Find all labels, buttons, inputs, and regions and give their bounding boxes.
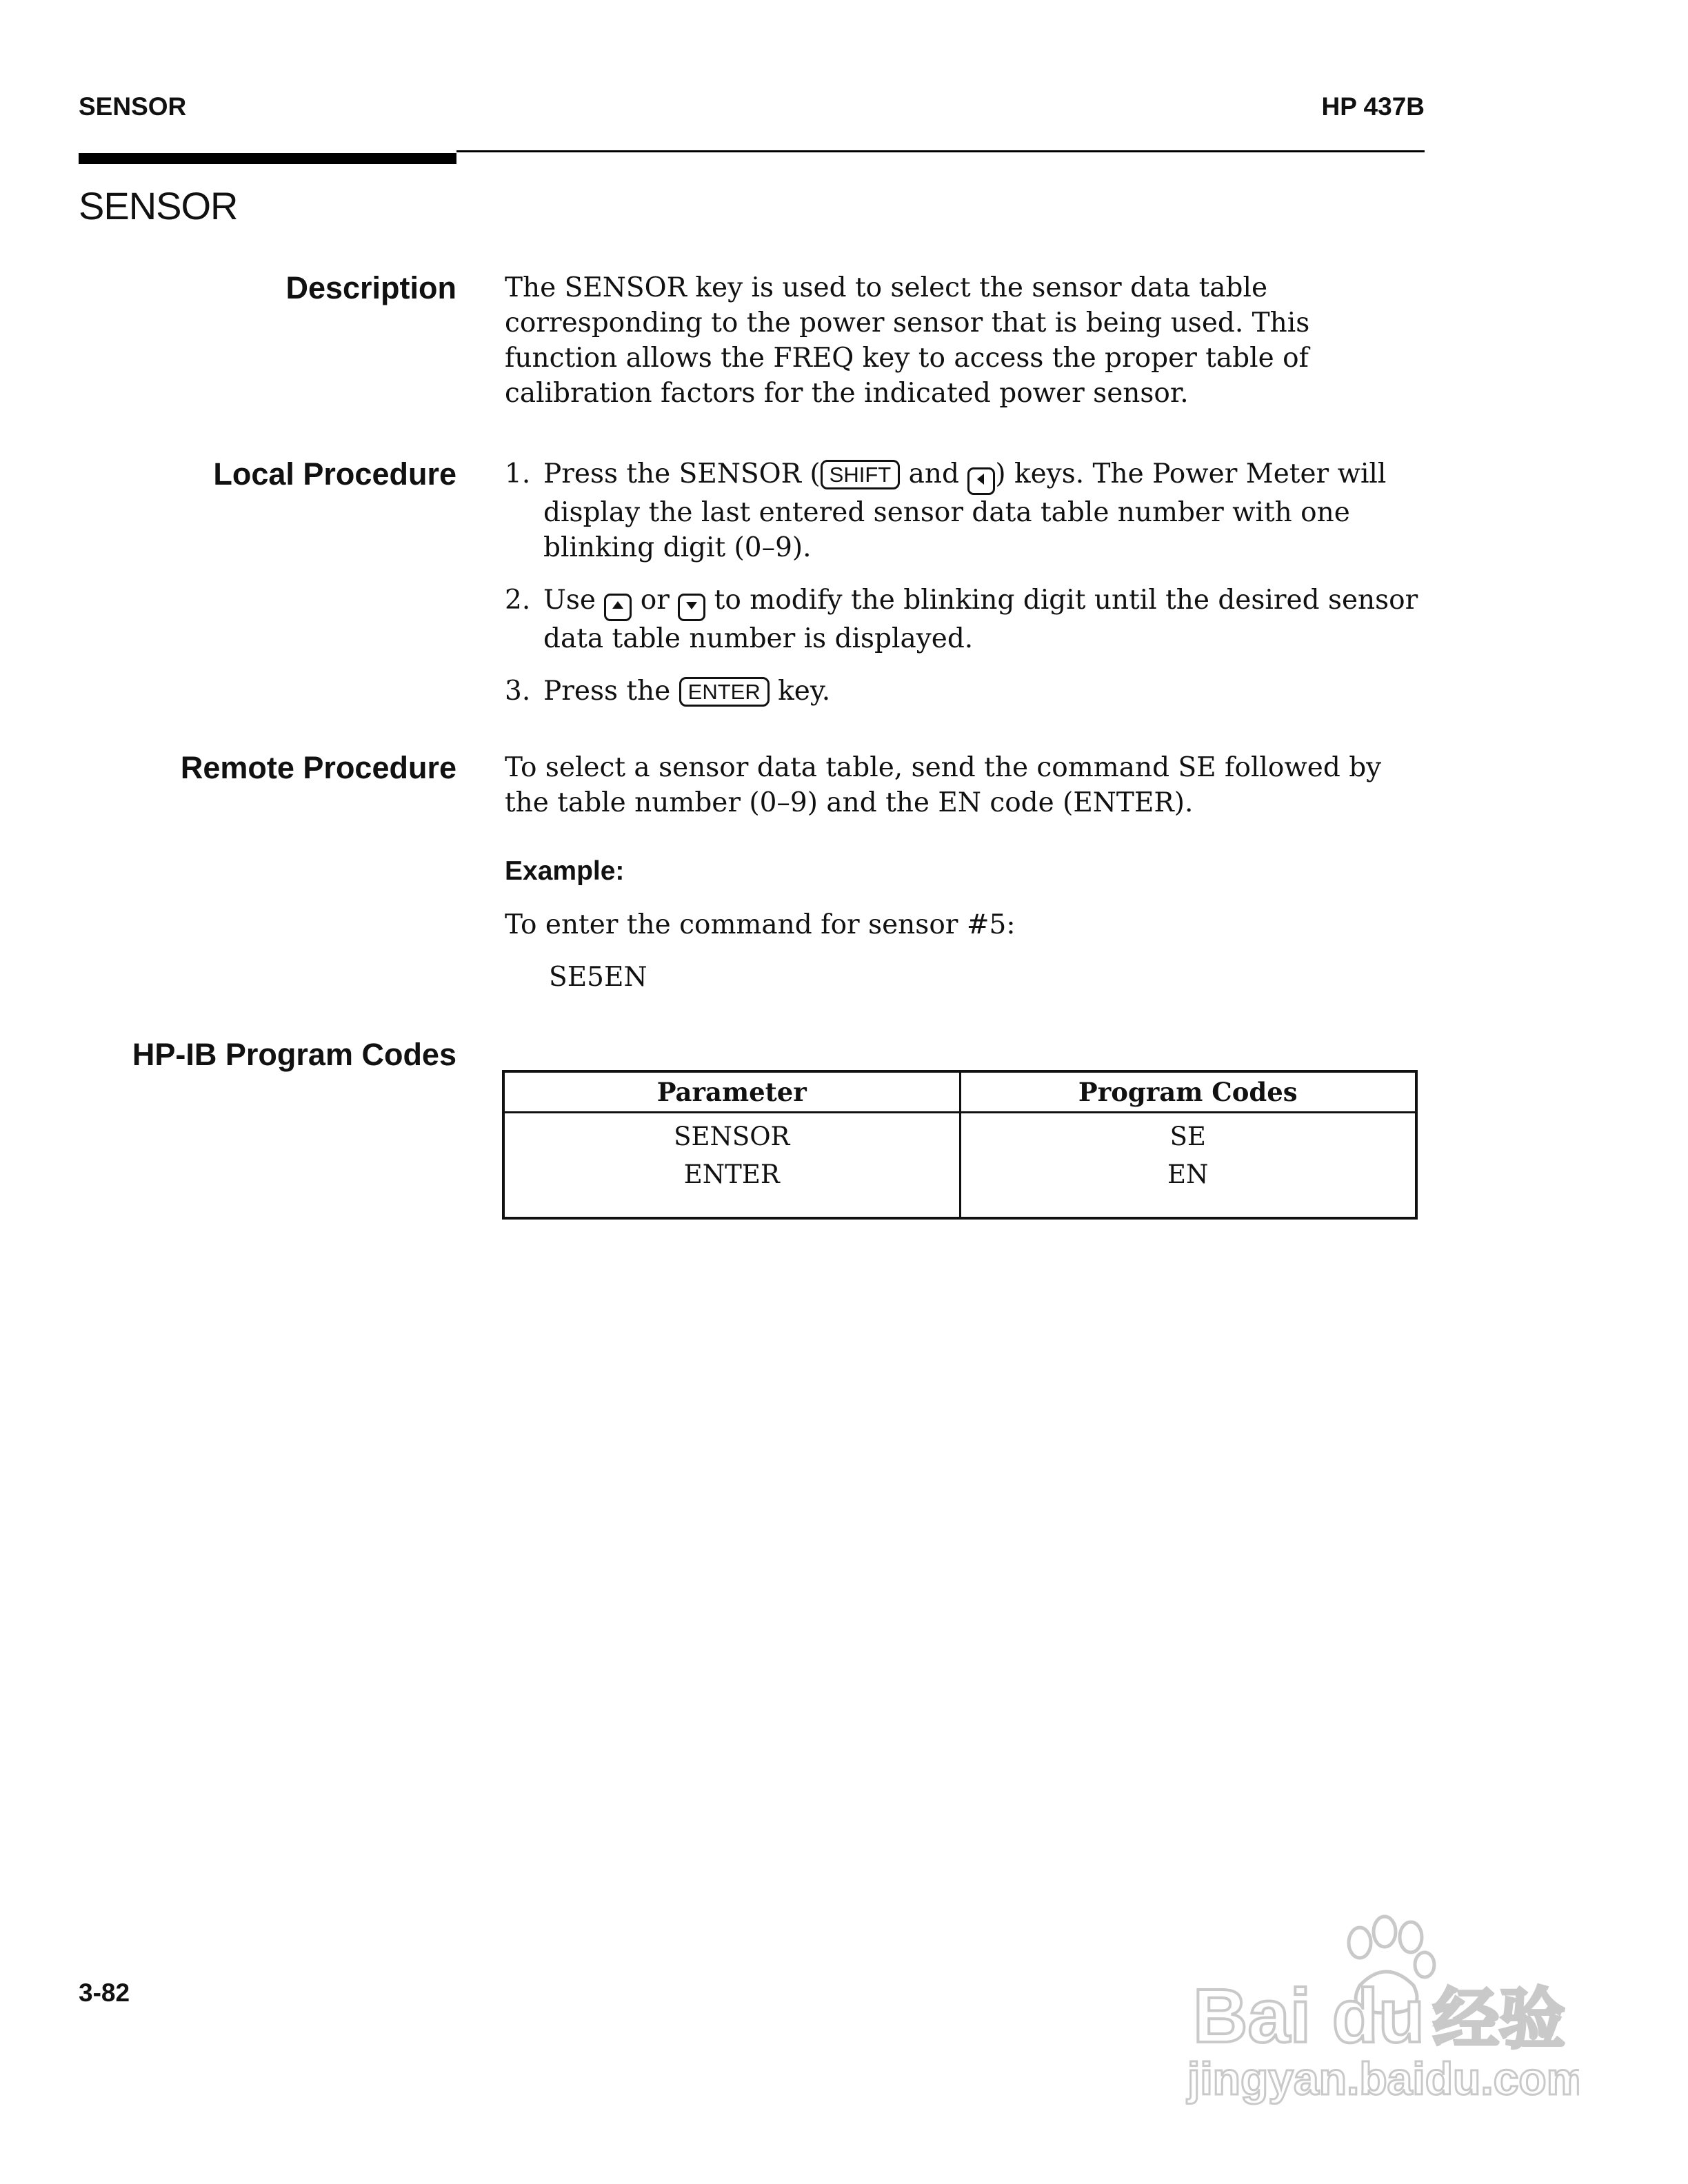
step-1-text-pre: Press the SENSOR ( (543, 458, 821, 489)
watermark-url: jingyan.baidu.com (1187, 2053, 1579, 2104)
step-text (543, 456, 1429, 565)
watermark-brand: Bai du (1193, 1974, 1425, 2059)
local-procedure-heading: Local Procedure (213, 456, 456, 492)
example-code: SE5EN (549, 962, 647, 993)
step-3-text-pre: Press the (543, 676, 679, 707)
column-header-parameter: Parameter (503, 1071, 960, 1113)
down-arrow-key-icon (678, 594, 705, 621)
step-3-text-post: key. (769, 676, 831, 707)
table-header-row (503, 1071, 1416, 1113)
step-text (543, 583, 1429, 656)
shift-key: SHIFT (821, 460, 901, 489)
running-header-right: HP 437B (1321, 92, 1425, 121)
code-value: SE (1169, 1122, 1206, 1151)
description-text (505, 270, 1429, 411)
code-value: EN (1167, 1160, 1209, 1189)
step-2 (505, 583, 1429, 656)
table-row (503, 1113, 1416, 1219)
step-number: 1. (505, 458, 531, 489)
step-1 (505, 456, 1429, 565)
parameter-cell (503, 1113, 960, 1219)
left-arrow-key-icon (967, 467, 995, 495)
description-heading: Description (285, 270, 456, 305)
page-title: SENSOR (79, 184, 238, 228)
step-2-text-post: to modify the blinking digit until the desired sensor data table number is displayed. (543, 585, 1418, 654)
local-procedure-steps (505, 456, 1429, 726)
step-3 (505, 674, 1429, 709)
parameter-value: ENTER (683, 1160, 780, 1189)
header-rule-thin (456, 150, 1425, 152)
remote-procedure-paragraph: To select a sensor data table, send the command SE followed by the table number (0–9) and the EN code (ENTER). (505, 752, 1382, 818)
baidu-jingyan-watermark (1179, 1910, 1579, 2110)
code-cell (960, 1113, 1416, 1219)
parameter-value: SENSOR (674, 1122, 790, 1151)
step-2-text-pre: Use (543, 585, 605, 616)
example-intro: To enter the command for sensor #5: (505, 909, 1016, 940)
column-header-program-codes: Program Codes (960, 1071, 1416, 1113)
step-number: 3. (505, 676, 531, 707)
remote-procedure-heading: Remote Procedure (180, 750, 456, 785)
step-2-text-mid: or (632, 585, 679, 616)
header-rule-thick (79, 153, 456, 164)
step-1-text-mid: and (900, 458, 968, 489)
up-arrow-key-icon (604, 594, 632, 621)
program-codes-table (502, 1070, 1418, 1220)
enter-key: ENTER (679, 677, 770, 707)
watermark-suffix: 经验 (1433, 1981, 1565, 2058)
running-header-left: SENSOR (79, 92, 187, 121)
description-paragraph: The SENSOR key is used to select the sensor data table corresponding to the power sensor that is being used. This function allows the FREQ key to access the proper table of calibration factors for the indicated power sensor. (505, 272, 1310, 409)
program-codes-heading: HP-IB Program Codes (132, 1037, 456, 1072)
step-number: 2. (505, 585, 531, 616)
example-label: Example: (505, 856, 625, 886)
remote-procedure-text (505, 750, 1429, 820)
page-number: 3-82 (79, 1979, 130, 2007)
step-text (543, 674, 1429, 709)
step-1-text-post: ) keys. The Power Meter will display the last entered sensor data table number with one blinking digit (0–9). (543, 458, 1387, 563)
paw-logo-icon (1179, 1910, 1579, 2110)
